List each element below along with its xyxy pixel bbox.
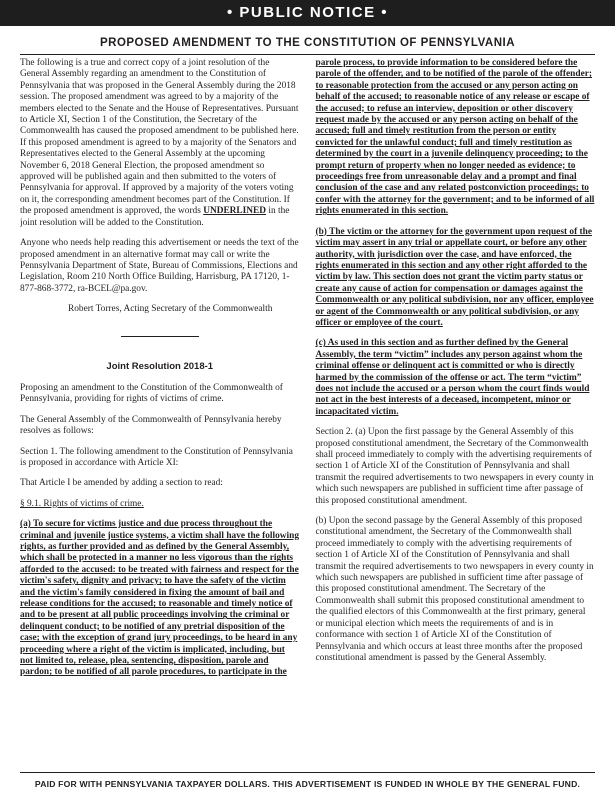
section-1-paragraph: Section 1. The following amendment to the Constitution of Pennsylvania is proposed in accordance with Article XI:	[20, 446, 293, 468]
underlined-keyword: UNDERLINED	[203, 206, 267, 217]
section-2b: (b) Upon the second passage by the General Assembly of this proposed constitutional amendment, the Secretary of the Commonwealth shall proceed immediately to comply with the advertising requirements of section 1 of Article XI of the Constitution of Pennsylvania and shall transmit the required advertisements to two newspapers in every county in which such newspapers are published in sufficient time after passage of this proposed constitutional amendment. The Secretary of the Commonwealth shall submit this proposed constitutional amendment to the qualified electors of this Commonwealth at the first primary, general or municipal election which meets the requirements of and is in conformance with section 1 of Article XI of the Constitution of Pennsylvania and which occurs at least three months after the proposed constitutional amendment is passed by the General Assembly.	[315, 516, 594, 663]
clause-a-start: (a) To secure for victims justice and due process throughout the criminal and juvenile justice systems, a victim shall have the following rights, as further provided and as defined by the General Assembly, which shall be protected in a manner no less vigorous than the rights afforded to the accused: to be treated with fairness and respect for the victim's safety, dignity and privacy; to have the safety of the victim and the victim's family considered in fixing the amount of bail and release conditions for the accused; to reasonable and timely notice of and to be present at all public proceedings involving the criminal or delinquent conduct; to be notified of any pretrial disposition of the case; with the exception of grand jury proceedings, to be heard in any proceeding where a right of the victim is implicated, including, but not limited to, release, plea, sentencing, disposition, parole and pardon; to be notified of all parole procedures, to participate in the	[20, 519, 300, 678]
article-amended-paragraph: That Article I be amended by adding a section to read:	[20, 478, 223, 489]
notice-body	[20, 58, 595, 746]
enacting-paragraph: The General Assembly of the Commonwealth of Pennsylvania hereby resolves as follows:	[20, 414, 282, 437]
clause-a-continued: parole process, to provide information to be considered before the parole of the offender, and to be notified of the parole of the offender; to reasonable protection from the accused or any person acting on behalf of the accused; to reasonable notice of any release or escape of the accused; to refuse an interview, deposition or other discovery request made by the accused or any person acting on behalf of the accused; full and timely restitution from the person or entity convicted for the unlawful conduct; full and timely restitution as determined by the court in a juvenile delinquency proceeding; to the prompt return of property when no longer needed as evidence; to proceedings free from unreasonable delay and a prompt and final conclusion of the case and any related postconviction proceedings; to confer with the attorney for the government; and to be informed of all rights enumerated in this section.	[315, 58, 595, 217]
clause-c: (c) As used in this section and as further defined by the General Assembly, the term “victim” includes any person against whom the criminal offense or delinquent act is committed or who is directly harmed by the commission of the offense or act. The term “victim” does not include the accused or a person whom the court finds would not act in the best interests of a deceased, incompetent, minor or incapacitated victim.	[315, 338, 590, 417]
left-column	[20, 58, 300, 746]
signature-line: Robert Torres, Acting Secretary of the Commonwealth	[68, 304, 273, 315]
section-heading: § 9.1. Rights of victims of crime.	[20, 498, 144, 509]
section-separator	[121, 336, 199, 337]
footer-divider	[20, 772, 595, 773]
right-column	[316, 58, 596, 746]
notice-title: PROPOSED AMENDMENT TO THE CONSTITUTION OF PENNSYLVANIA	[99, 37, 516, 49]
clause-b: (b) The victim or the attorney for the government upon request of the victim may assert in any trial or appellate court, or before any other authority, with jurisdiction over the case, and have enforced, the rights enumerated in this section and any other right afforded to the victim by law. This section does not grant the victim party status or create any cause of action for compensation or damages against the Commonwealth or any political subdivision, nor any officer, employee or agent of the Commonwealth or any political subdivision, or any officer or employee of the court.	[315, 226, 594, 328]
intro-paragraph: The following is a true and correct copy of a joint resolution of the General Assembly regarding an amendment to the Constitution of Pennsylvania that was proposed in the General Assembly during the 2018 session. The proposed amendment was agreed to by a majority of the members elected to the Senate and the House of Representatives. Pursuant to Article XI, Section 1 of the Constitution, the Secretary of the Commonwealth has caused the proposed amendment to be published here. If this proposed amendment is agreed to by a majority of the Senators and Representatives elected to the General Assembly at the upcoming November 6, 2018 General Election, the proposed amendment so approved will be published again and then submitted to the voters of Pennsylvania for approval. If approved by a majority of the voters voting on it, the corresponding amendment becomes part of the Constitution. If the proposed amendment is approved, the words UNDERLINED in the joint resolution will be added to the Constitution.	[20, 58, 299, 228]
help-paragraph: Anyone who needs help reading this advertisement or needs the text of the proposed amendment in an alternative format may call or write the Pennsylvania Department of State, Bureau of Commissions, Elections and Legislation, Room 210 North Office Building, Harrisburg, PA 17120, 1-877-868-3772, ra-BCEL@pa.gov.	[20, 238, 299, 294]
section-2a: Section 2. (a) Upon the first passage by the General Assembly of this proposed constitutional amendment, the Secretary of the Commonwealth shall proceed immediately to comply with the advertising requirements of section 1 of Article XI of the Constitution of Pennsylvania and shall transmit the required advertisements to two newspapers in every county in which such newspapers are published in sufficient time after passage of this proposed constitutional amendment.	[315, 427, 594, 506]
proposing-paragraph: Proposing an amendment to the Constitution of the Commonwealth of Pennsylvania, providing for rights of victims of crime.	[20, 382, 283, 405]
funding-footer: PAID FOR WITH PENNSYLVANIA TAXPAYER DOLLARS. THIS ADVERTISEMENT IS FUNDED IN WHOLE BY THE GENERAL FUND.	[34, 779, 581, 789]
joint-resolution-heading: Joint Resolution 2018-1	[106, 360, 214, 372]
title-divider	[20, 54, 595, 55]
public-notice-banner: • PUBLIC NOTICE •	[0, 0, 615, 26]
